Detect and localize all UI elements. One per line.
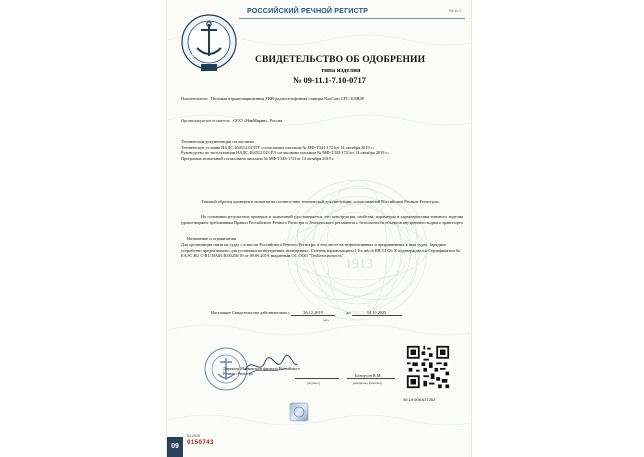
qr-code: [405, 344, 451, 390]
tech-doc-line: Руководство по эксплуатации НАДС.464512.023 РЭ согласовано письмом № МФ-Т343-1721от 14 октября 2019 г.;: [181, 150, 390, 155]
certificate-subtitle: типа изделия: [321, 67, 361, 74]
signature-line-name: [347, 378, 395, 379]
manufacturer-row: [181, 118, 282, 123]
date-caption: дата: [323, 318, 329, 322]
valid-to: 14.10.2025: [352, 310, 402, 316]
inspection-paragraph: Типовой образец проверен и испытан на соответствие технической документации, согласованной Российским Речным Регистром.: [201, 199, 440, 204]
signatory-position: [223, 366, 303, 376]
qr-id-number: 09.19.008.617252: [403, 397, 436, 402]
signature-line-sign: [295, 378, 339, 379]
form-number: 09-11.1: [449, 9, 461, 13]
product-value: Носимая взрывозащищенная УКВ-радиотелефонная станция NavCom CPC-303BЗР: [211, 96, 365, 101]
manufacturer-value: ООО «НавМарин», Россия: [233, 118, 283, 123]
tech-doc-line: Программа испытаний согласована письмом № МФ-Т343-1721от 14 октября 2019 г.: [181, 155, 335, 161]
certificate-page: [166, 0, 472, 457]
limits-heading: Назначение и ограничения: [187, 236, 236, 241]
signatory-name: Белоусов В.М.: [355, 373, 382, 378]
certificate-title: СВИДЕТЕЛЬСТВО ОБ ОДОБРЕНИИ: [255, 54, 426, 65]
signatory-position-text: Директор Московского филиала Российского Речного Регистра: [223, 366, 300, 376]
valid-to-label: до: [346, 310, 351, 315]
sign-caption: (подпись): [307, 381, 320, 385]
serial-number: 0150743: [187, 439, 214, 446]
serial-label: 01.2019: [187, 434, 200, 438]
validity-label: Настоящее Свидетельство действительно с: [211, 310, 290, 315]
certificate-number: № 09-11.1-7.10-0717: [293, 76, 366, 85]
registry-anchor-emblem: [179, 12, 239, 76]
header-rule: [239, 18, 465, 19]
valid-from: 26.12.2019: [291, 310, 335, 316]
emblem-year: 1913: [191, 53, 201, 58]
name-caption: (инициалы, фамилия): [353, 381, 382, 385]
manufacturer-label: Организация-изготовитель: [181, 118, 231, 123]
validity-row: [211, 310, 402, 316]
registry-title: РОССИЙСКИЙ РЕЧНОЙ РЕГИСТР: [247, 6, 369, 15]
product-label: Наименование: [181, 96, 208, 101]
product-row: [181, 96, 364, 101]
hologram-sticker: [289, 402, 309, 422]
conformity-paragraph: На основании результатов проверок и испытаний удостоверяется, что конструкция, свойства, параметры и характеристики типового изделия удовлетворяют требованиям Правил Российского Речного Регистра и Технического регламента о безопасности объектов внутреннего водного транспорта: [181, 214, 463, 225]
issue-mark-badge: [167, 437, 183, 457]
limits-paragraph: Для организации связи на судах с классом Российского Речного Регистра, в том числе на нефтеналивных и приравненных к ним судах. Зарядное устройство предназначено для установки во внутренних помещениях. Степень взрывозащиты 1 Ex mb ib IIB T4 Gb X подтверждается Сертификатом № ЕАЭС RU C-RU.HA65.B.00256/19 от 09.09.2019, выданным ОС ООО "ТехБезопасность".: [181, 242, 461, 259]
issue-mark-text: 09: [171, 443, 179, 450]
tech-doc-line: Технические условия НАДС.464512.023ТУ согласованы письмом № МФ-Т343-1721от 14 октября 2019 г.;: [181, 144, 375, 150]
svg-text:1913: 1913: [345, 257, 373, 272]
tech-docs-heading: Техническая документация согласована: [181, 139, 254, 144]
